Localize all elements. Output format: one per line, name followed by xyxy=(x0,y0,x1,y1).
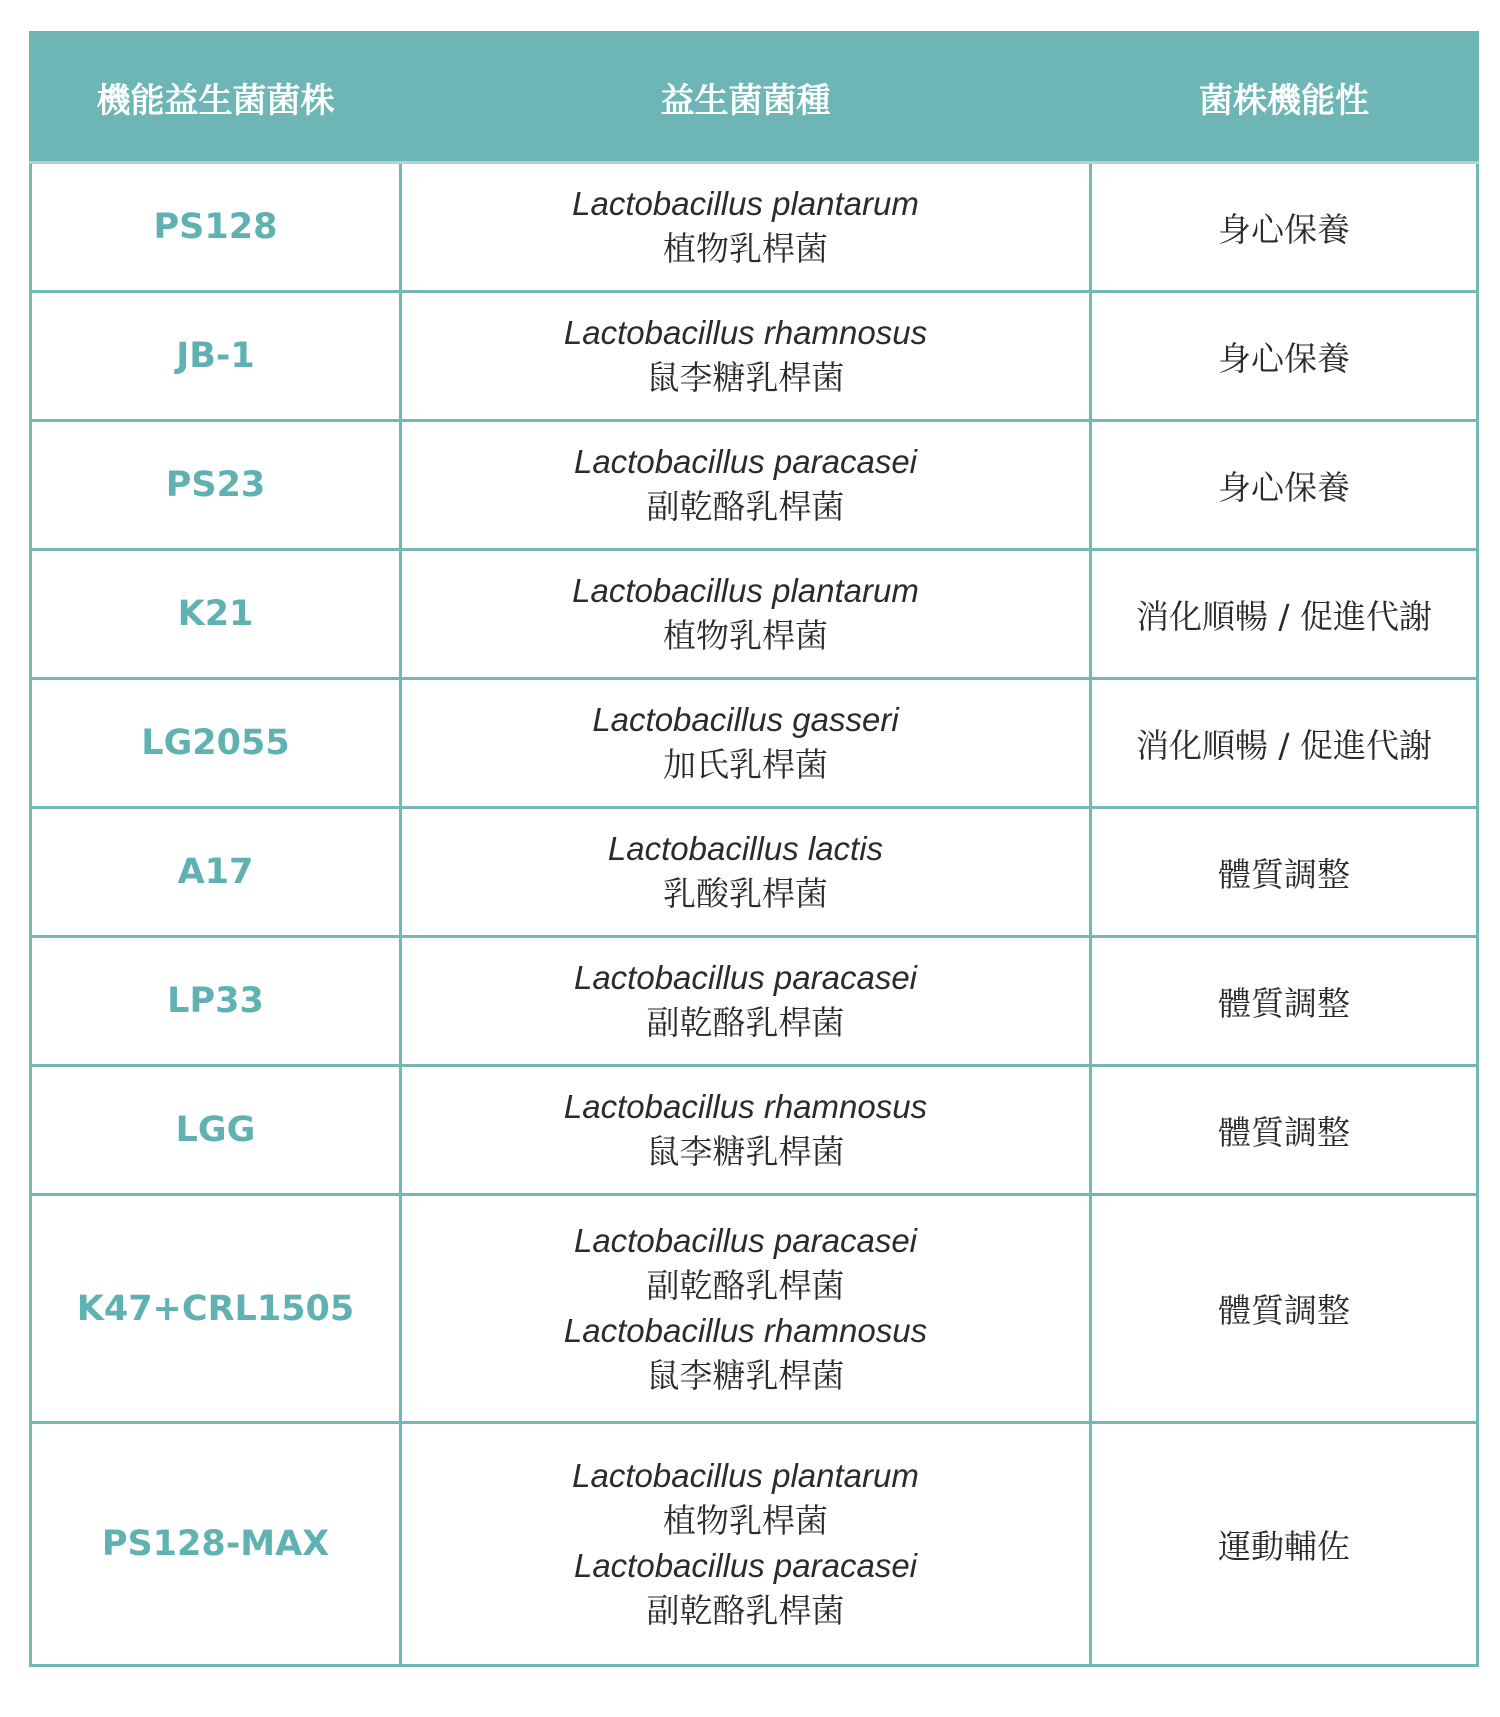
species-chinese-name: 副乾酪乳桿菌 xyxy=(646,1591,845,1630)
species-entry xyxy=(402,440,1089,530)
species-entry xyxy=(402,698,1089,788)
species-entry xyxy=(402,1454,1089,1544)
species-cell xyxy=(401,808,1091,937)
strain-function-cell: 身心保養 xyxy=(1091,292,1478,421)
species-chinese-name: 副乾酪乳桿菌 xyxy=(646,1265,845,1305)
species-latin-name: Lactobacillus rhamnosus xyxy=(563,1311,928,1349)
species-latin-name: Lactobacillus lactis xyxy=(607,830,884,867)
species-latin-name: Lactobacillus plantarum xyxy=(572,185,919,222)
table-header-row xyxy=(31,33,1478,163)
strain-function-cell: 體質調整 xyxy=(1091,808,1478,937)
strain-name-cell: LG2055 xyxy=(31,679,401,808)
header-strain: 機能益生菌菌株 xyxy=(31,33,401,163)
table-row xyxy=(31,292,1478,421)
strain-function-cell: 身心保養 xyxy=(1091,163,1478,292)
table-row xyxy=(31,550,1478,679)
strain-function-cell: 體質調整 xyxy=(1091,937,1478,1066)
strain-function-cell: 消化順暢 / 促進代謝 xyxy=(1091,550,1478,679)
species-entry xyxy=(402,1544,1089,1634)
table-row xyxy=(31,679,1478,808)
header-species: 益生菌菌種 xyxy=(401,33,1091,163)
header-function: 菌株機能性 xyxy=(1091,33,1478,163)
strain-function-cell: 消化順暢 / 促進代謝 xyxy=(1091,679,1478,808)
species-cell xyxy=(401,550,1091,679)
species-entry xyxy=(402,182,1089,272)
strain-name-cell: PS128-MAX xyxy=(31,1423,401,1666)
species-latin-name: Lactobacillus rhamnosus xyxy=(563,1088,928,1125)
strain-name-cell: LGG xyxy=(31,1066,401,1195)
species-chinese-name: 植物乳桿菌 xyxy=(663,229,828,268)
strain-name-cell: K47+CRL1505 xyxy=(31,1195,401,1423)
table-body xyxy=(31,163,1478,1666)
species-latin-name: Lactobacillus paracasei xyxy=(573,959,918,996)
species-entry xyxy=(402,827,1089,917)
table-row xyxy=(31,1195,1478,1423)
species-chinese-name: 植物乳桿菌 xyxy=(663,616,828,655)
species-latin-name: Lactobacillus plantarum xyxy=(572,572,919,609)
species-cell xyxy=(401,679,1091,808)
table-row xyxy=(31,808,1478,937)
species-chinese-name: 加氏乳桿菌 xyxy=(663,745,828,784)
species-latin-name: Lactobacillus plantarum xyxy=(572,1457,919,1494)
species-cell xyxy=(401,163,1091,292)
strain-name-cell: PS128 xyxy=(31,163,401,292)
species-latin-name: Lactobacillus paracasei xyxy=(573,443,918,480)
table-row xyxy=(31,163,1478,292)
table-row xyxy=(31,1423,1478,1666)
species-latin-name: Lactobacillus gasseri xyxy=(592,701,899,738)
species-chinese-name: 鼠李糖乳桿菌 xyxy=(646,1132,845,1171)
strain-name-cell: K21 xyxy=(31,550,401,679)
species-chinese-name: 鼠李糖乳桿菌 xyxy=(646,1355,845,1395)
species-entry xyxy=(402,569,1089,659)
table-row xyxy=(31,1066,1478,1195)
species-cell xyxy=(401,1066,1091,1195)
species-chinese-name: 副乾酪乳桿菌 xyxy=(646,1003,845,1042)
table-row xyxy=(31,937,1478,1066)
probiotic-strain-table xyxy=(29,31,1479,1667)
strain-function-cell: 身心保養 xyxy=(1091,421,1478,550)
species-latin-name: Lactobacillus paracasei xyxy=(573,1221,918,1259)
species-latin-name: Lactobacillus rhamnosus xyxy=(563,314,928,351)
species-entry xyxy=(402,1085,1089,1175)
species-chinese-name: 鼠李糖乳桿菌 xyxy=(646,358,845,397)
strain-name-cell: JB-1 xyxy=(31,292,401,421)
species-entry xyxy=(402,1309,1089,1399)
strain-name-cell: A17 xyxy=(31,808,401,937)
species-cell xyxy=(401,937,1091,1066)
species-cell xyxy=(401,292,1091,421)
species-chinese-name: 乳酸乳桿菌 xyxy=(663,874,828,913)
table-row xyxy=(31,421,1478,550)
strain-function-cell: 體質調整 xyxy=(1091,1195,1478,1423)
species-cell xyxy=(401,1423,1091,1666)
species-entry xyxy=(402,956,1089,1046)
species-entry xyxy=(402,311,1089,401)
species-entry xyxy=(402,1219,1089,1309)
strain-name-cell: LP33 xyxy=(31,937,401,1066)
strain-name-cell: PS23 xyxy=(31,421,401,550)
species-chinese-name: 副乾酪乳桿菌 xyxy=(646,487,845,526)
species-chinese-name: 植物乳桿菌 xyxy=(663,1501,828,1540)
species-cell xyxy=(401,421,1091,550)
strain-function-cell: 體質調整 xyxy=(1091,1066,1478,1195)
species-latin-name: Lactobacillus paracasei xyxy=(573,1547,918,1584)
strain-function-cell: 運動輔佐 xyxy=(1091,1423,1478,1666)
species-cell xyxy=(401,1195,1091,1423)
